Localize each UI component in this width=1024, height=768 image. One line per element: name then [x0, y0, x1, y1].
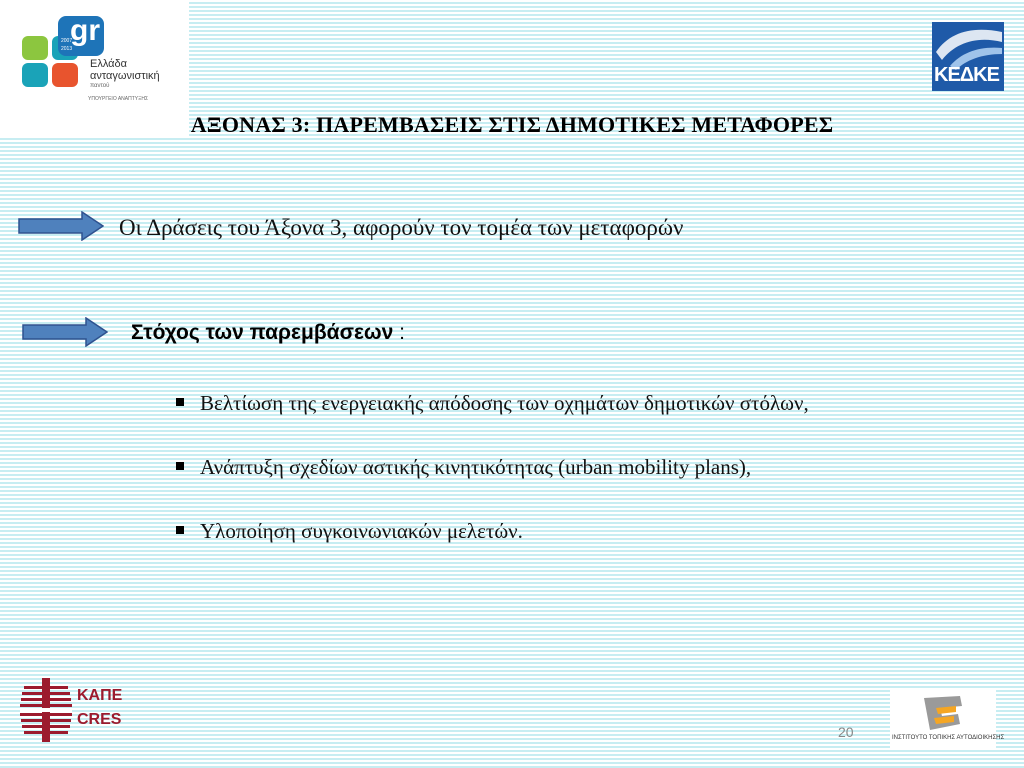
goal-bullet-list	[176, 388, 809, 580]
square-bullet-icon	[176, 398, 184, 406]
square-bullet-icon	[176, 526, 184, 534]
cape-cres-logo	[20, 674, 123, 746]
page-number: 20	[838, 724, 854, 740]
bullet-text: Υλοποίηση συγκοινωνιακών μελετών.	[200, 519, 523, 543]
kedke-logo	[932, 22, 1004, 91]
cres-text: CRES	[77, 711, 122, 728]
institute-emblem-icon	[890, 690, 996, 736]
gr-logo-line4: ΥΠΟΥΡΓΕΙΟ ΑΝΑΠΤΥΞΗΣ	[88, 96, 149, 102]
goal-heading	[131, 321, 405, 345]
gr-logo-years-bottom: 2013	[61, 46, 73, 52]
bullet-text: Βελτίωση της ενεργειακής απόδοσης των οχημάτων δημοτικών στόλων,	[200, 391, 809, 415]
cape-text: ΚΑΠΕ	[77, 687, 123, 704]
gr-logo-line3: παντού	[90, 83, 110, 89]
list-item	[176, 452, 809, 483]
slide-title: ΑΞΟΝΑΣ 3: ΠΑΡΕΜΒΑΣΕΙΣ ΣΤΙΣ ΔΗΜΟΤΙΚΕΣ ΜΕΤΑΦΟΡΕΣ	[190, 112, 834, 137]
square-bullet-icon	[176, 462, 184, 470]
axis-actions-text: Οι Δράσεις του Άξονα 3, αφορούν τον τομέα των μεταφορών	[119, 215, 684, 240]
gr-logo-line1: Ελλάδα	[90, 58, 128, 70]
goal-label: Στόχος των παρεμβάσεων	[131, 321, 394, 344]
goal-suffix: :	[393, 321, 405, 344]
kedke-logo-text: ΚΕΔΚΕ	[934, 64, 999, 86]
gr-logo-mark: gr	[70, 14, 100, 47]
cres-emblem-icon	[20, 674, 72, 746]
gr-logo-years-top: 2007	[61, 38, 73, 44]
right-arrow-icon	[22, 317, 108, 347]
list-item	[176, 516, 809, 547]
right-arrow-icon	[18, 211, 104, 241]
bullet-text: Ανάπτυξη σχεδίων αστικής κινητικότητας (urban mobility plans),	[200, 455, 752, 479]
institute-local-government-logo	[890, 690, 1005, 748]
gr-logo-line2: ανταγωνιστική	[90, 70, 160, 82]
institute-caption: ΙΝΣΤΙΤΟΥΤΟ ΤΟΠΙΚΗΣ ΑΥΤΟΔΙΟΙΚΗΣΗΣ	[892, 735, 1005, 741]
list-item	[176, 388, 809, 419]
